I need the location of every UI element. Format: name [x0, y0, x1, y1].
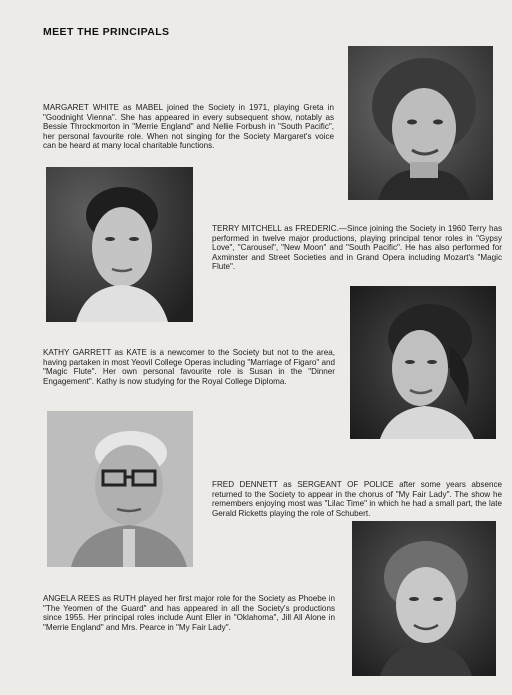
portrait-photo-terry-mitchell — [46, 167, 193, 322]
portrait-photo-angela-rees — [352, 521, 496, 676]
portrait-photo-margaret-white — [348, 46, 493, 200]
bio-fred-dennett: FRED DENNETT as SERGEANT OF POLICE after some years absence returned to the Society to appear in the chorus of "My Fair Lady". The show he remembers enjoying most was "Lilac Time" in which he had a small part, the late Gerald Ricketts playing the role of Schubert. — [212, 480, 502, 518]
portrait-photo-kathy-garrett — [350, 286, 496, 439]
bio-angela-rees: ANGELA REES as RUTH played her first major role for the Society as Phoebe in "The Yeomen of the Guard" and has appeared in all the Society's productions since 1955. Her principal roles include Aunt Eller in "Oklahoma", Jill All Alone in "Merrie England" and Mrs. Pearce in "My Fair Lady". — [43, 594, 335, 632]
bio-kathy-garrett: KATHY GARRETT as KATE is a newcomer to the Society but not to the area, having partaken in most Yeovil College Operas including "Marriage of Figaro" and "Magic Flute". Her own personal favourite role is Susan in the "Dinner Engagement". Kathy is now studying for the Royal College Diploma. — [43, 348, 335, 386]
portrait-photo-fred-dennett — [47, 411, 193, 567]
bio-margaret-white: MARGARET WHITE as MABEL joined the Society in 1971, playing Greta in "Goodnight Vienna". She has appeared in every subsequent show, notably as Bessie Throckmorton in "Merrie England" and Nellie Forbush in "South Pacific", her personal favourite role. When not singing for the Society Margaret's voice can be heard at many local charitable functions. — [43, 103, 334, 151]
page-heading: MEET THE PRINCIPALS — [43, 26, 170, 38]
bio-terry-mitchell: TERRY MITCHELL as FREDERIC.—Since joining the Society in 1960 Terry has performed in twelve major productions, playing principal tenor roles in "Gypsy Love", "Carousel", "New Moon" and "South Pacific". He has also performed for Axminster and Street Societies and in Grand Opera including Mozart's "Magic Flute". — [212, 224, 502, 272]
